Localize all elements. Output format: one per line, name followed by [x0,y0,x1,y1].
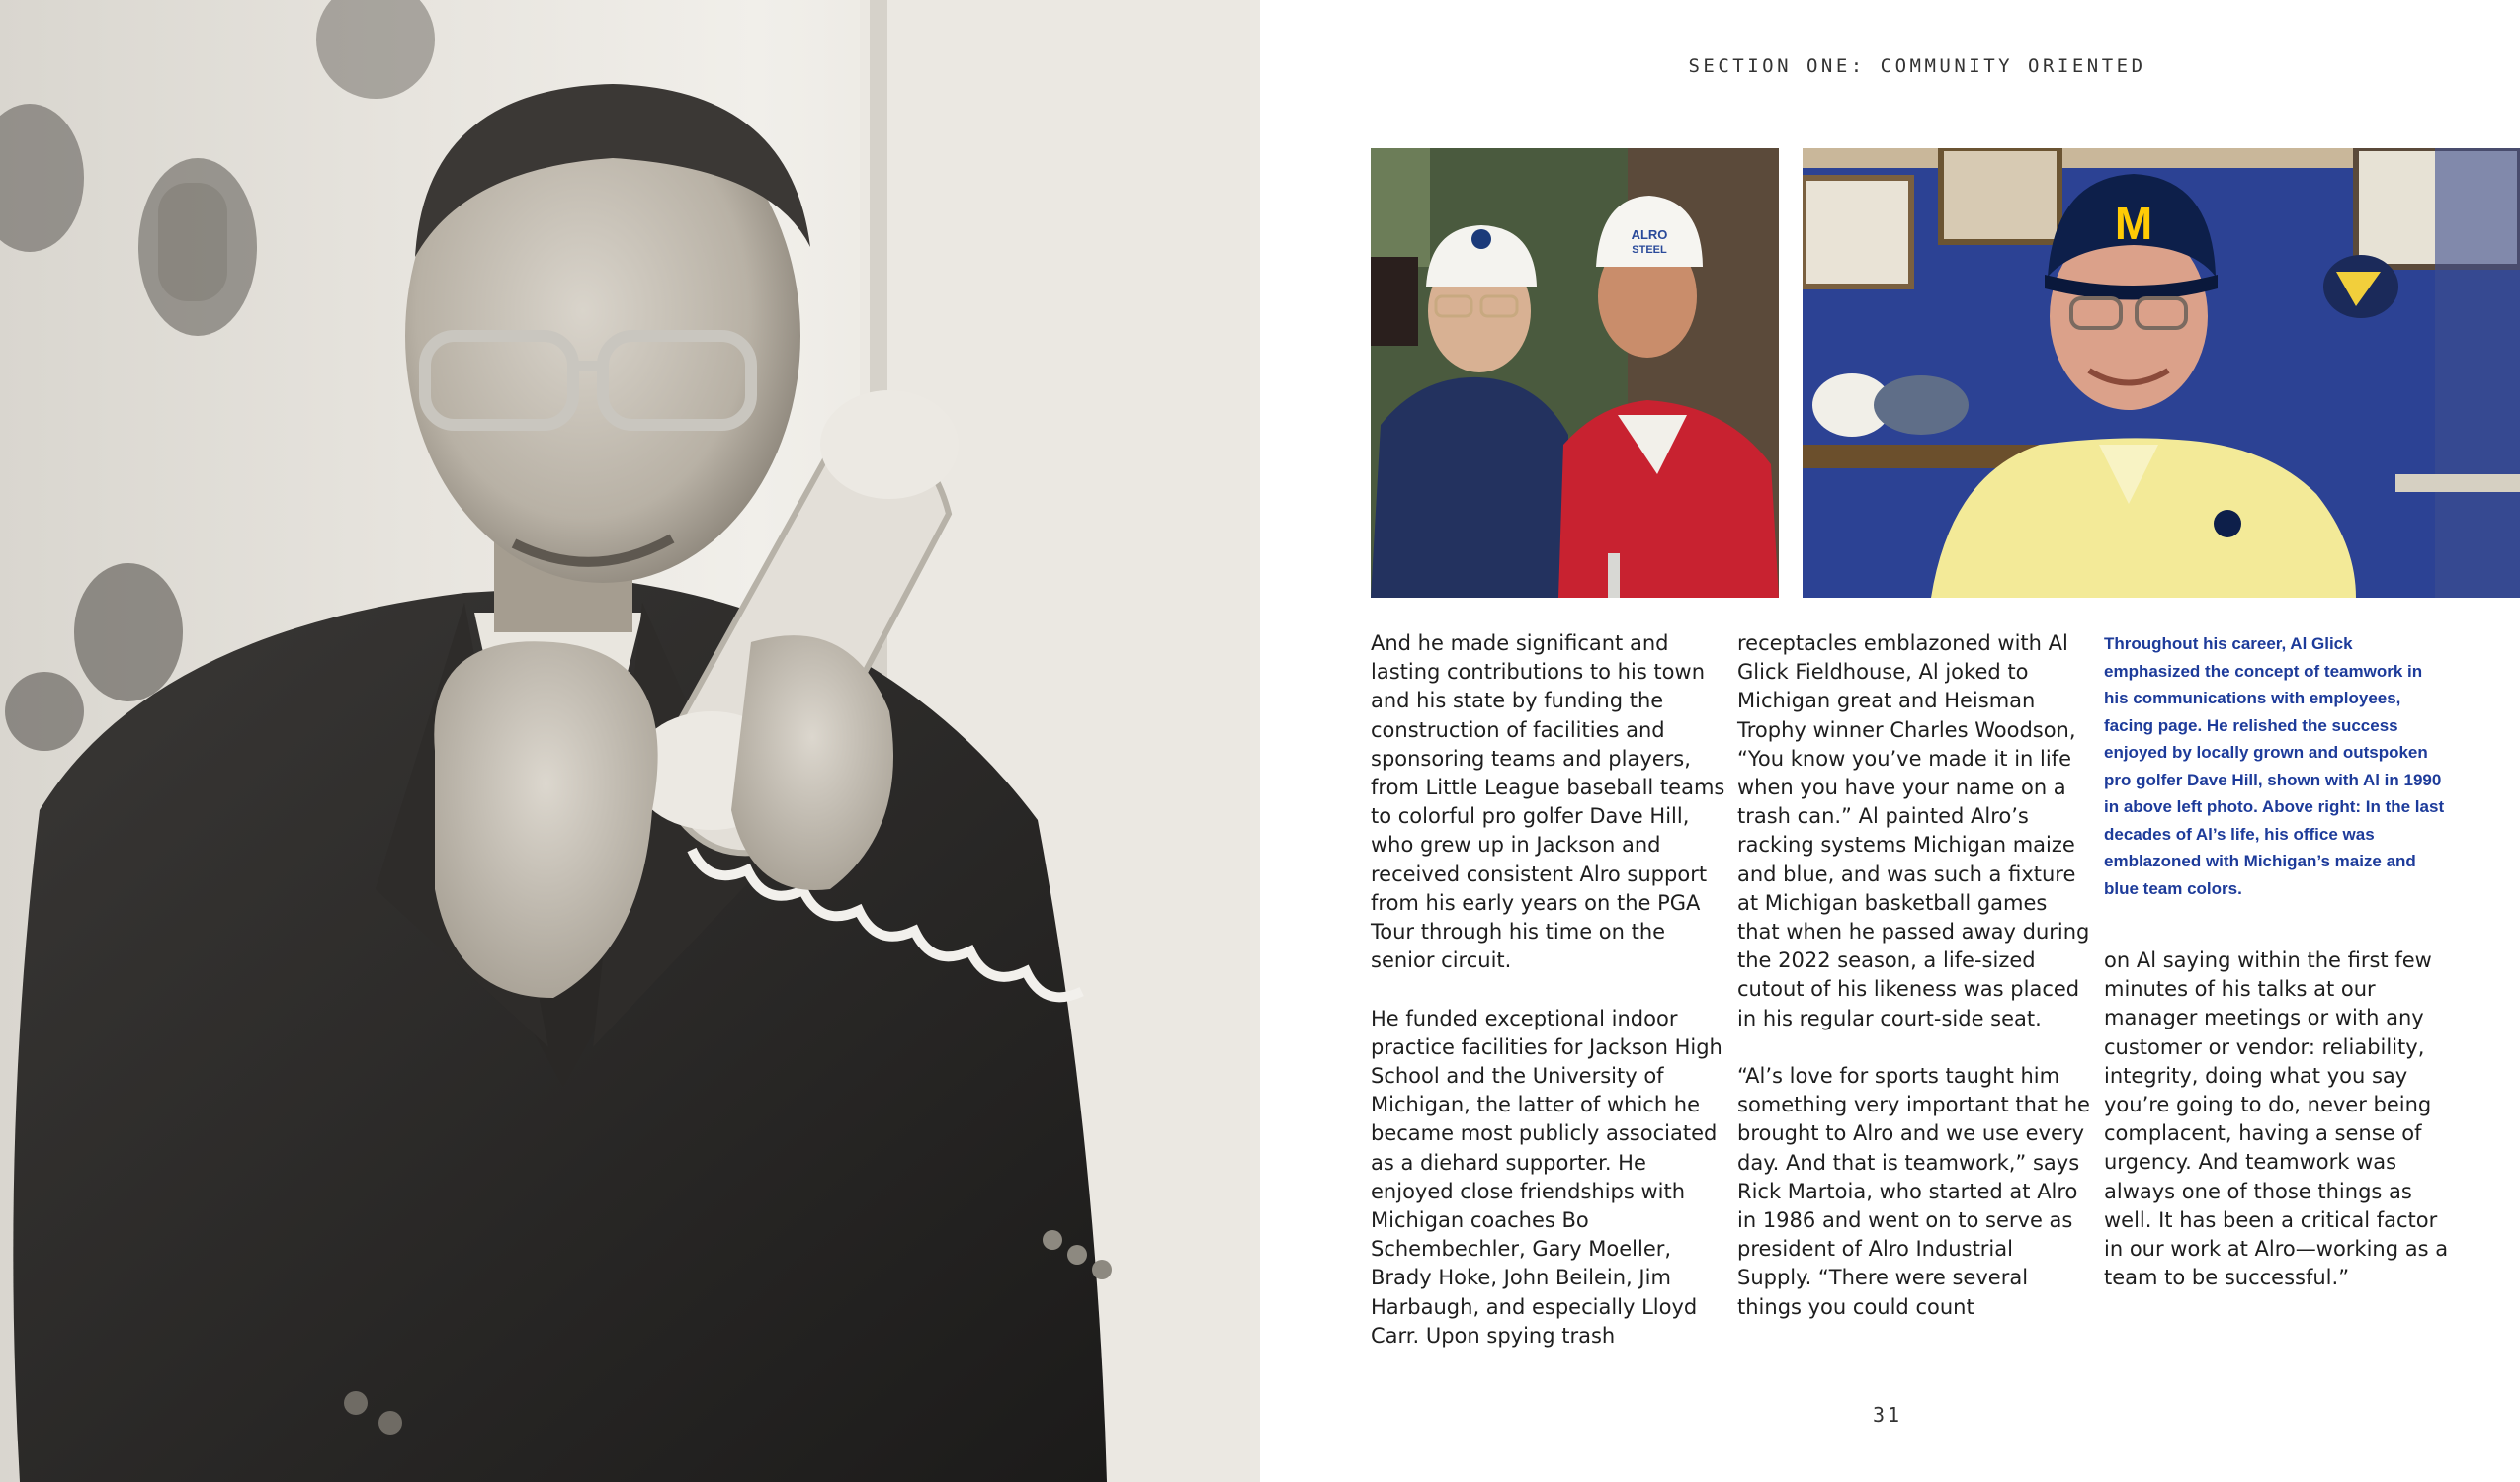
column-2-paragraph-2: “Al’s love for sports taught him something very important that he brought to Alro and we use every day. And that is teamwork,” says Rick Martoia, who started at Alro in 1986 and went on to serve as president of Alro Industrial Supply. “There were several things you could count [1737,1064,2090,1319]
text-column-3 [2104,947,2460,1292]
al-glick-office-photo [1803,148,2520,598]
text-column-2 [1737,629,2093,1322]
photo-caption: Throughout his career, Al Glick emphasized the concept of teamwork in his communications with employees, facing page. He relished the success enjoyed by locally grown and outspoken pro golfer Dave Hill, shown with Al in 1990 in above left photo. Above right: In the last decades of Al’s life, his office was emblazoned with Michigan’s maize and blue team colors. [2104,634,2445,898]
framed-photo-icon [1941,148,2059,242]
al-glick-with-dave-hill-photo [1371,148,1779,598]
office-photo-illustration [1803,148,2520,598]
page-number: 31 [1872,1403,1903,1427]
section-title: SECTION ONE: COMMUNITY ORIENTED [1688,55,2146,77]
cap-logo-text-1: ALRO [1631,227,1668,242]
michigan-block-m-logo: M [2114,198,2153,249]
column-2-paragraph-1: receptacles emblazoned with Al Glick Fieldhouse, Al joked to Michigan great and Heisman Trophy winner Charles Woodson, “You know you’ve made it in life when you have your name on a trash can.” Al painted Alro’s racking systems Michigan maize and blue, and was such a fixture at Michigan basketball games that when he passed away during the 2022 season, a life-sized cutout of his likeness was placed in his regular court-side seat. [1737,631,2090,1030]
cap-badge-icon [1471,229,1491,249]
shirt-logo-icon [2214,510,2241,537]
cap-logo-text-2: STEEL [1632,244,1667,256]
golf-photo-illustration [1371,148,1779,598]
column-1-paragraph-1: And he made significant and lasting contributions to his town and his state by funding the construction of facilities and sponsoring teams and players, from Little League baseball teams to colorful pro golfer Dave Hill, who grew up in Jackson and received consistent Alro support from his early years on the PGA Tour through his time on the senior circuit. [1371,631,1725,973]
paragraph-gap [1371,975,1726,1004]
column-3-paragraph-1: on Al saying within the first few minutes of his talks at our manager meetings or with any customer or vendor: reliability, integrity, doing what you say you’re going to do, never being complacent, having a sense of urgency. And teamwork was always one of those things as well. It has been a critical factor in our work at Alro—working as a team to be successful.” [2104,948,2449,1290]
column-1-paragraph-2: He funded exceptional indoor practice facilities for Jackson High School and the University of Michigan, the latter of which he became most publicly associated as a diehard supporter. He enjoyed close friendships with Michigan coaches Bo Schembechler, Gary Moeller, Brady Hoke, John Beilein, Jim Harbaugh, and especially Lloyd Carr. Upon spying trash [1371,1006,1722,1348]
paragraph-gap [1737,1033,2093,1062]
text-column-1 [1371,629,1726,1351]
